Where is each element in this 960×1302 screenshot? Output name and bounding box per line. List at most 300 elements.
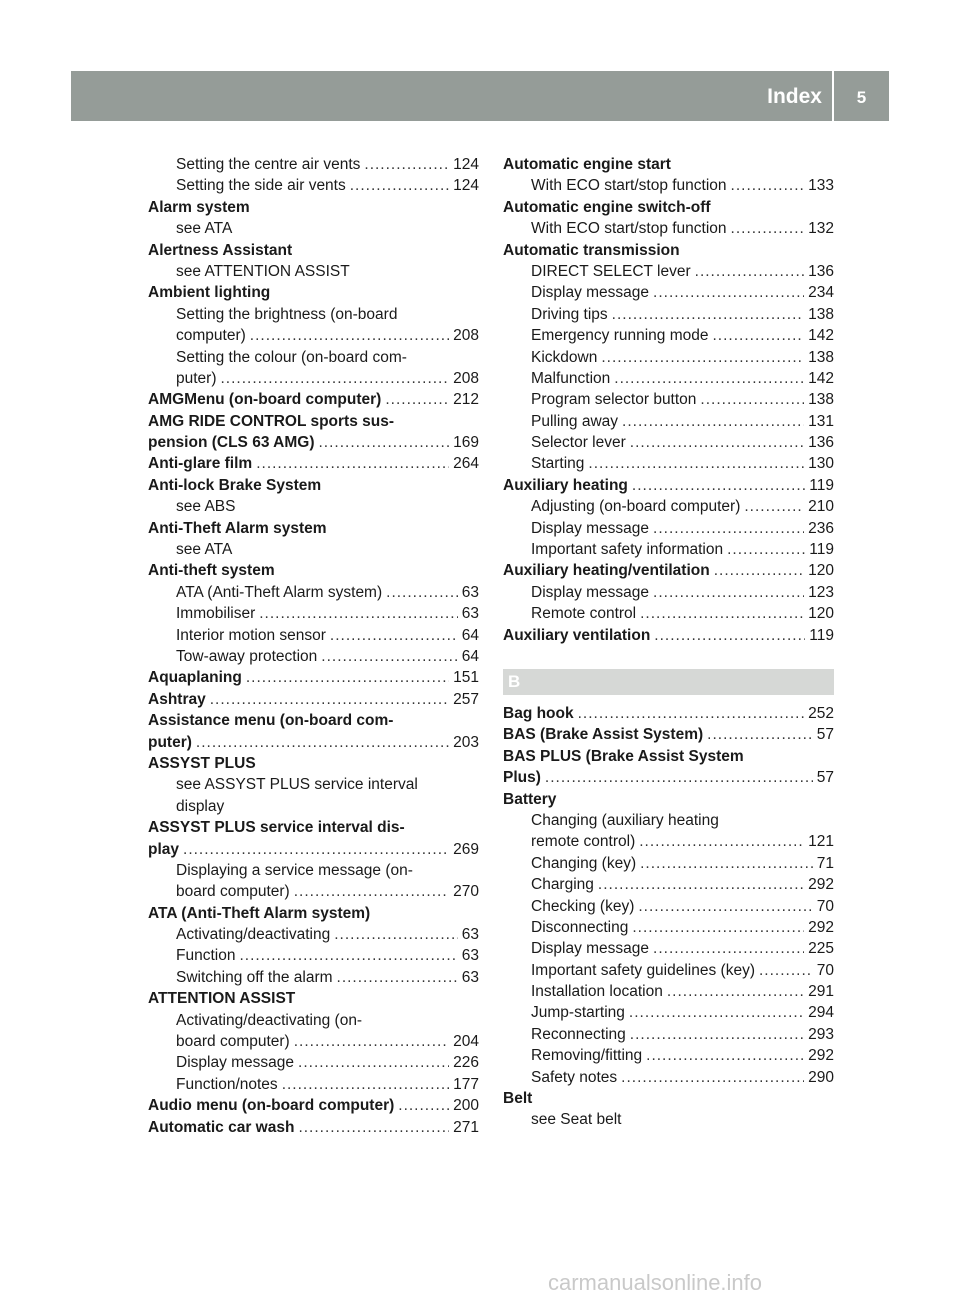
dot-leader xyxy=(330,625,458,646)
index-entry xyxy=(503,475,834,496)
dot-leader xyxy=(334,924,458,945)
dot-leader xyxy=(250,325,449,346)
index-subentry xyxy=(503,1067,834,1088)
entry-text: Setting the side air vents xyxy=(176,177,346,195)
index-subentry xyxy=(148,175,479,196)
entry-text: Emergency running mode xyxy=(531,327,709,345)
dot-leader xyxy=(386,582,458,603)
dot-leader xyxy=(759,960,813,981)
entry-text: Checking (key) xyxy=(531,897,635,915)
entry-text: Driving tips xyxy=(531,305,608,323)
entry-text: board computer) xyxy=(176,883,290,901)
entry-text: Malfunction xyxy=(531,369,611,387)
index-subentry xyxy=(503,282,834,303)
entry-text: Auxiliary heating/ventilation xyxy=(503,562,710,580)
dot-leader xyxy=(654,625,805,646)
entry-text: Ambient lighting xyxy=(148,284,271,302)
dot-leader xyxy=(731,175,805,196)
page-reference: 257 xyxy=(453,690,479,708)
page-reference: 63 xyxy=(461,947,479,965)
page-reference: 210 xyxy=(808,498,834,516)
page-reference: 208 xyxy=(453,369,479,387)
index-subentry xyxy=(148,304,479,325)
entry-text: Charging xyxy=(531,876,594,894)
index-subentry xyxy=(503,453,834,474)
entry-text: Interior motion sensor xyxy=(176,626,326,644)
page-reference: 177 xyxy=(453,1075,479,1093)
entry-text: Anti-Theft Alarm system xyxy=(148,519,327,537)
dot-leader xyxy=(294,1031,449,1052)
index-subentry xyxy=(503,981,834,1002)
entry-text: Display message xyxy=(531,519,650,537)
index-column-left xyxy=(148,154,479,1138)
index-subentry xyxy=(148,796,479,817)
entry-text: puter) xyxy=(176,369,217,387)
index-subentry xyxy=(148,496,479,517)
entry-text: Pulling away xyxy=(531,412,619,430)
index-subentry xyxy=(503,1109,834,1130)
dot-leader xyxy=(639,831,804,852)
index-subentry xyxy=(503,368,834,389)
page-reference: 212 xyxy=(453,391,479,409)
page-reference: 124 xyxy=(453,177,479,195)
dot-leader xyxy=(545,767,813,788)
entry-text: Ashtray xyxy=(148,690,206,708)
index-subentry xyxy=(503,582,834,603)
index-entry xyxy=(148,839,479,860)
index-subentry xyxy=(148,603,479,624)
page-reference: 63 xyxy=(461,583,479,601)
page-reference: 130 xyxy=(808,455,834,473)
dot-leader xyxy=(588,453,804,474)
entry-text: puter) xyxy=(148,733,192,751)
index-subentry xyxy=(148,539,479,560)
entry-text: Disconnecting xyxy=(531,918,629,936)
page-reference: 270 xyxy=(453,883,479,901)
entry-text: Changing (auxiliary heating xyxy=(531,811,719,829)
dot-leader xyxy=(256,453,449,474)
entry-text: Activating/deactivating xyxy=(176,926,331,944)
index-subentry xyxy=(503,325,834,346)
index-entry xyxy=(148,389,479,410)
entry-text: see Seat belt xyxy=(531,1111,622,1129)
page-reference: 234 xyxy=(808,284,834,302)
index-entry xyxy=(148,689,479,710)
index-subentry xyxy=(148,967,479,988)
index-entry xyxy=(148,282,479,303)
entry-text: Important safety information xyxy=(531,541,724,559)
entry-text: see ATTENTION ASSIST xyxy=(176,262,350,280)
index-subentry xyxy=(148,218,479,239)
dot-leader xyxy=(630,1024,804,1045)
page-reference: 252 xyxy=(808,705,834,722)
index-subentry xyxy=(148,774,479,795)
dot-leader xyxy=(744,496,804,517)
index-subentry xyxy=(148,325,479,346)
entry-text: Belt xyxy=(503,1090,533,1108)
dot-leader xyxy=(714,560,804,581)
entry-text: Reconnecting xyxy=(531,1025,626,1043)
page-reference: 124 xyxy=(453,156,479,173)
index-subentry xyxy=(503,960,834,981)
index-entry xyxy=(503,560,834,581)
section-letter: B xyxy=(508,672,521,691)
page-reference: 119 xyxy=(809,476,834,494)
index-subentry xyxy=(148,945,479,966)
entry-text: Program selector button xyxy=(531,391,697,409)
entry-text: Assistance menu (on-board com- xyxy=(148,712,394,730)
page-title: Index xyxy=(767,85,822,108)
page-reference: 57 xyxy=(816,726,834,744)
page-reference: 291 xyxy=(808,983,834,1001)
page-reference: 169 xyxy=(453,434,479,452)
page-number: 5 xyxy=(856,88,867,107)
index-subentry xyxy=(148,646,479,667)
dot-leader xyxy=(630,432,804,453)
dot-leader xyxy=(653,582,804,603)
entry-text: Switching off the alarm xyxy=(176,968,333,986)
entry-text: Important safety guidelines (key) xyxy=(531,961,755,979)
index-entry xyxy=(148,411,479,432)
index-entry xyxy=(503,746,834,767)
dot-leader xyxy=(700,389,804,410)
entry-text: Removing/fitting xyxy=(531,1047,643,1065)
dot-leader xyxy=(621,1067,804,1088)
index-subentry xyxy=(503,603,834,624)
page-reference: 293 xyxy=(808,1025,834,1043)
entry-text: Display message xyxy=(531,284,650,302)
dot-leader xyxy=(294,881,449,902)
dot-leader xyxy=(210,689,449,710)
entry-text: Immobiliser xyxy=(176,605,256,623)
page-reference: 121 xyxy=(808,833,834,851)
dot-leader xyxy=(695,261,804,282)
entry-text: Adjusting (on-board computer) xyxy=(531,498,741,516)
index-entry xyxy=(148,732,479,753)
page-reference: 136 xyxy=(808,262,834,280)
dot-leader xyxy=(667,981,804,1002)
entry-text: Safety notes xyxy=(531,1068,618,1086)
index-entry xyxy=(503,767,834,788)
page-reference: 119 xyxy=(809,626,834,644)
entry-text: display xyxy=(176,797,225,815)
dot-leader xyxy=(221,368,450,389)
index-subentry xyxy=(503,917,834,938)
entry-text: AMG RIDE CONTROL sports sus- xyxy=(148,412,395,430)
index-subentry xyxy=(148,1074,479,1095)
dot-leader xyxy=(319,432,450,453)
entry-text: ATA (Anti-Theft Alarm system) xyxy=(148,904,371,922)
index-subentry xyxy=(503,831,834,852)
page-reference: 71 xyxy=(816,854,834,872)
page-reference: 120 xyxy=(808,605,834,623)
page-reference: 264 xyxy=(453,455,479,473)
index-subentry xyxy=(503,347,834,368)
page-reference: 294 xyxy=(808,1004,834,1022)
index-entry xyxy=(503,789,834,810)
entry-text: pension (CLS 63 AMG) xyxy=(148,434,315,452)
page-reference: 271 xyxy=(453,1118,479,1136)
dot-leader xyxy=(707,724,813,745)
index-subentry xyxy=(148,924,479,945)
dot-leader xyxy=(622,411,804,432)
dot-leader xyxy=(337,967,458,988)
page-reference: 138 xyxy=(808,348,834,366)
dot-leader xyxy=(350,175,449,196)
index-entry xyxy=(148,432,479,453)
dot-leader xyxy=(385,389,449,410)
page-reference: 269 xyxy=(453,840,479,858)
page-reference: 292 xyxy=(808,876,834,894)
entry-text: Setting the brightness (on-board xyxy=(176,305,398,323)
entry-text: Display message xyxy=(176,1054,295,1072)
entry-text: Display message xyxy=(531,583,650,601)
index-entry xyxy=(503,703,834,724)
dot-leader xyxy=(653,282,804,303)
index-column-right-a xyxy=(503,154,834,646)
page-reference: 138 xyxy=(808,391,834,409)
entry-text: ASSYST PLUS xyxy=(148,754,256,772)
dot-leader xyxy=(601,347,804,368)
entry-text: Jump-starting xyxy=(531,1004,625,1022)
dot-leader xyxy=(321,646,457,667)
index-subentry xyxy=(148,625,479,646)
entry-text: Auxiliary heating xyxy=(503,476,628,494)
dot-leader xyxy=(183,839,449,860)
entry-text: Installation location xyxy=(531,983,663,1001)
index-entry xyxy=(148,1117,479,1138)
index-subentry xyxy=(503,810,834,831)
dot-leader xyxy=(246,667,449,688)
index-entry xyxy=(503,197,834,218)
page-reference: 236 xyxy=(808,519,834,537)
page-reference: 292 xyxy=(808,1047,834,1065)
entry-text: Alarm system xyxy=(148,198,250,216)
entry-text: Tow-away protection xyxy=(176,647,318,665)
dot-leader xyxy=(614,368,804,389)
entry-text: Battery xyxy=(503,790,557,808)
entry-text: Plus) xyxy=(503,769,541,787)
page-reference: 200 xyxy=(453,1097,479,1115)
index-entry xyxy=(503,240,834,261)
index-entry xyxy=(148,475,479,496)
page-reference: 138 xyxy=(808,305,834,323)
index-subentry xyxy=(503,218,834,239)
dot-leader xyxy=(653,938,804,959)
entry-text: computer) xyxy=(176,327,246,345)
page-reference: 57 xyxy=(816,769,834,787)
entry-text: Anti-glare film xyxy=(148,455,253,473)
index-subentry xyxy=(503,896,834,917)
entry-text: see ABS xyxy=(176,498,236,516)
page-reference: 64 xyxy=(461,626,479,644)
dot-leader xyxy=(196,732,449,753)
index-subentry xyxy=(503,175,834,196)
page-reference: 136 xyxy=(808,434,834,452)
dot-leader xyxy=(632,917,804,938)
index-subentry xyxy=(503,853,834,874)
entry-text: Function xyxy=(176,947,236,965)
index-entry xyxy=(148,560,479,581)
page-reference: 63 xyxy=(461,968,479,986)
entry-text: Remote control xyxy=(531,605,637,623)
entry-text: Kickdown xyxy=(531,348,598,366)
entry-text: Display message xyxy=(531,940,650,958)
dot-leader xyxy=(612,304,804,325)
entry-text: remote control) xyxy=(531,833,636,851)
index-entry xyxy=(148,667,479,688)
page-reference: 70 xyxy=(816,961,834,979)
page-reference: 123 xyxy=(808,583,834,601)
entry-text: With ECO start/stop function xyxy=(531,220,727,238)
watermark: carmanualsonline.info xyxy=(548,1270,763,1295)
index-entry xyxy=(148,817,479,838)
dot-leader xyxy=(398,1095,449,1116)
entry-text: Displaying a service message (on- xyxy=(176,861,413,879)
entry-text: Anti-lock Brake System xyxy=(148,476,322,494)
index-entry xyxy=(148,988,479,1009)
dot-leader xyxy=(653,518,804,539)
page-reference: 208 xyxy=(453,327,479,345)
index-subentry xyxy=(503,938,834,959)
dot-leader xyxy=(638,896,812,917)
index-subentry xyxy=(503,261,834,282)
entry-text: ATA (Anti-Theft Alarm system) xyxy=(176,583,383,601)
entry-text: Anti-theft system xyxy=(148,562,275,580)
index-entry xyxy=(148,710,479,731)
dot-leader xyxy=(646,1045,804,1066)
entry-text: play xyxy=(148,840,180,858)
dot-leader xyxy=(629,1002,804,1023)
index-subentry xyxy=(148,1031,479,1052)
page-reference: 142 xyxy=(808,369,834,387)
index-subentry xyxy=(148,1052,479,1073)
dot-leader xyxy=(259,603,458,624)
entry-text: Automatic car wash xyxy=(148,1118,295,1136)
index-subentry xyxy=(503,874,834,895)
index-entry xyxy=(148,1095,479,1116)
page-reference: 203 xyxy=(453,733,479,751)
index-subentry xyxy=(148,261,479,282)
entry-text: Aquaplaning xyxy=(148,669,242,687)
entry-text: Activating/deactivating (on- xyxy=(176,1011,363,1029)
dot-leader xyxy=(713,325,805,346)
page-reference: 120 xyxy=(808,562,834,580)
page-reference: 204 xyxy=(453,1033,479,1051)
index-entry xyxy=(148,753,479,774)
page-reference: 119 xyxy=(809,541,834,559)
page-reference: 225 xyxy=(808,940,834,958)
index-subentry xyxy=(503,496,834,517)
dot-leader xyxy=(640,603,804,624)
index-subentry xyxy=(148,368,479,389)
entry-text: Automatic engine start xyxy=(503,156,671,173)
page-reference: 133 xyxy=(808,177,834,195)
index-subentry xyxy=(148,347,479,368)
page-reference: 132 xyxy=(808,220,834,238)
dot-leader xyxy=(727,539,805,560)
index-column-right-b xyxy=(503,703,834,1131)
index-entry xyxy=(148,453,479,474)
index-subentry xyxy=(503,1024,834,1045)
page-reference: 290 xyxy=(808,1068,834,1086)
index-entry xyxy=(503,154,834,175)
entry-text: Setting the centre air vents xyxy=(176,156,361,173)
entry-text: Audio menu (on-board computer) xyxy=(148,1097,395,1115)
entry-text: Function/notes xyxy=(176,1075,278,1093)
index-subentry xyxy=(148,860,479,881)
dot-leader xyxy=(731,218,805,239)
entry-text: Auxiliary ventilation xyxy=(503,626,651,644)
index-entry xyxy=(148,903,479,924)
index-subentry xyxy=(148,881,479,902)
page-reference: 63 xyxy=(461,926,479,944)
page-reference: 151 xyxy=(453,669,479,687)
entry-text: Selector lever xyxy=(531,434,626,452)
entry-text: board computer) xyxy=(176,1033,290,1051)
index-entry xyxy=(503,625,834,646)
page-reference: 63 xyxy=(461,605,479,623)
entry-text: Bag hook xyxy=(503,705,574,722)
page-reference: 131 xyxy=(808,412,834,430)
index-subentry xyxy=(503,1002,834,1023)
index-entry xyxy=(148,240,479,261)
entry-text: see ASSYST PLUS service interval xyxy=(176,776,418,794)
entry-text: ASSYST PLUS service interval dis- xyxy=(148,819,405,837)
index-subentry xyxy=(148,582,479,603)
entry-text: AMGMenu (on-board computer) xyxy=(148,391,382,409)
index-subentry xyxy=(503,518,834,539)
index-subentry xyxy=(148,1010,479,1031)
index-subentry xyxy=(503,539,834,560)
dot-leader xyxy=(282,1074,449,1095)
page-reference: 292 xyxy=(808,918,834,936)
dot-leader xyxy=(298,1117,449,1138)
index-entry xyxy=(503,1088,834,1109)
index-entry xyxy=(148,197,479,218)
index-entry xyxy=(503,724,834,745)
page-reference: 64 xyxy=(461,647,479,665)
entry-text: Setting the colour (on-board com- xyxy=(176,348,407,366)
dot-leader xyxy=(239,945,457,966)
entry-text: BAS PLUS (Brake Assist System xyxy=(503,747,744,765)
index-subentry xyxy=(148,154,479,175)
entry-text: Automatic transmission xyxy=(503,241,680,259)
entry-text: BAS (Brake Assist System) xyxy=(503,726,704,744)
dot-leader xyxy=(640,853,813,874)
dot-leader xyxy=(298,1052,449,1073)
index-subentry xyxy=(503,432,834,453)
index-entry xyxy=(148,518,479,539)
index-subentry xyxy=(503,304,834,325)
entry-text: DIRECT SELECT lever xyxy=(531,262,691,280)
entry-text: Changing (key) xyxy=(531,854,637,872)
index-subentry xyxy=(503,411,834,432)
section-header-b xyxy=(503,669,834,695)
entry-text: ATTENTION ASSIST xyxy=(148,990,296,1008)
page-reference: 70 xyxy=(816,897,834,915)
entry-text: see ATA xyxy=(176,541,233,559)
dot-leader xyxy=(578,703,805,724)
dot-leader xyxy=(632,475,805,496)
entry-text: Alertness Assistant xyxy=(148,241,293,259)
entry-text: Starting xyxy=(531,455,585,473)
entry-text: With ECO start/stop function xyxy=(531,177,727,195)
index-subentry xyxy=(503,389,834,410)
dot-leader xyxy=(598,874,804,895)
page-reference: 142 xyxy=(808,327,834,345)
index-subentry xyxy=(503,1045,834,1066)
